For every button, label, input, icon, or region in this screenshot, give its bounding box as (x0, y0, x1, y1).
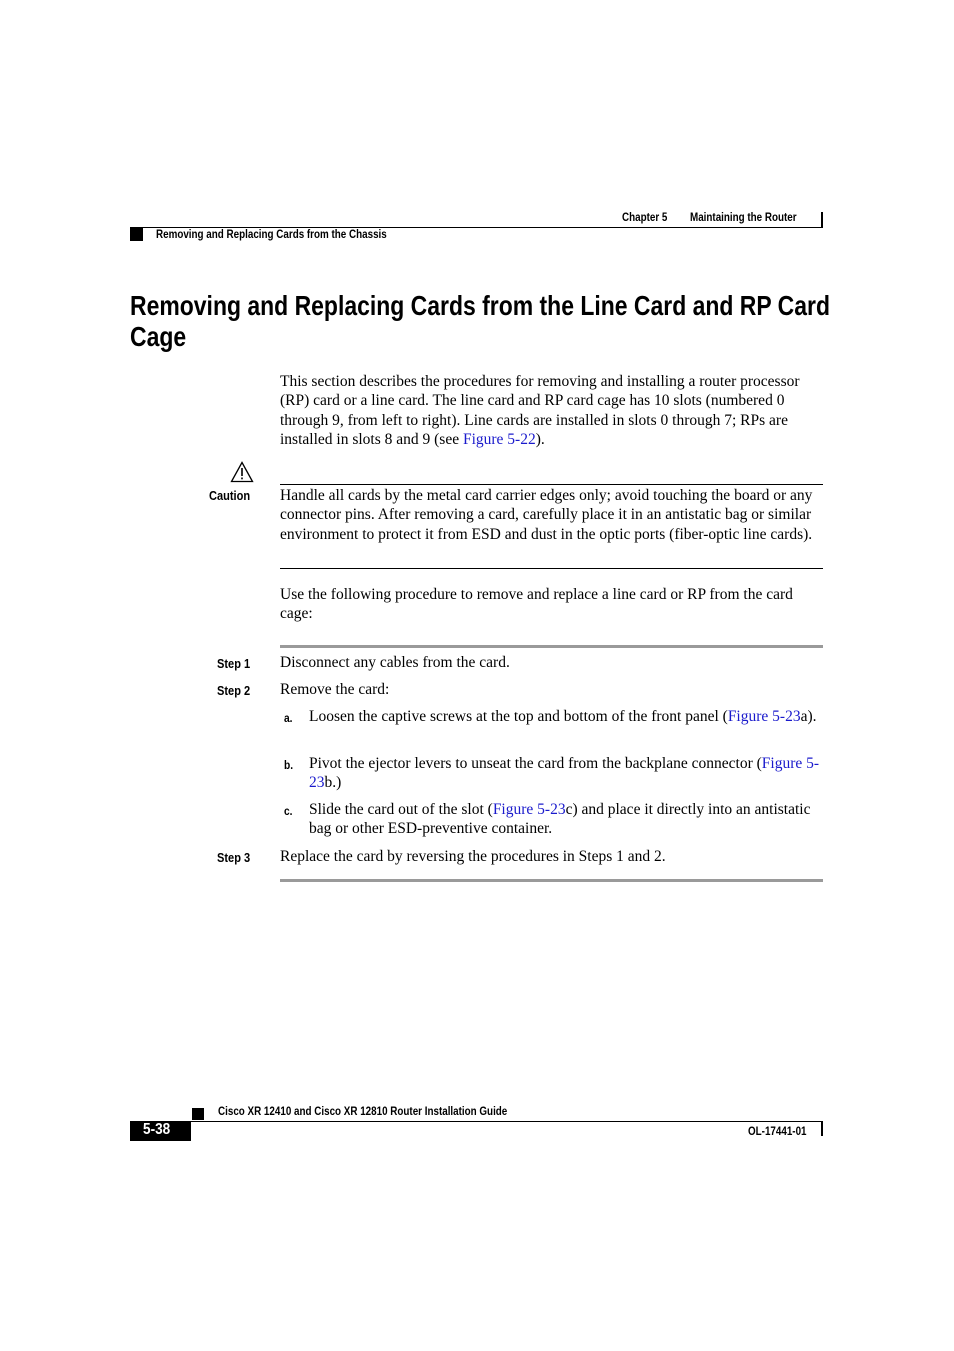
substep-b-text-start: Pivot the ejector levers to unseat the card from the backplane connector ( (309, 755, 762, 772)
substep-a-text-end: a). (800, 708, 817, 725)
footer-guide-title: Cisco XR 12410 and Cisco XR 12810 Router Installation Guide (218, 1104, 508, 1118)
intro-paragraph (280, 372, 825, 449)
substep-c-label: c. (284, 804, 293, 818)
step-3-text: Replace the card by reversing the procedures in Steps 1 and 2. (280, 848, 666, 865)
substep-a-text (309, 707, 825, 726)
step-2-text: Remove the card: (280, 681, 390, 698)
footer-vertical-rule (821, 1122, 823, 1136)
intro-text-end: ). (535, 430, 545, 448)
procedure-intro: Use the following procedure to remove and replace a line card or RP from the card cage: (280, 586, 793, 623)
substep-b-label: b. (284, 758, 294, 772)
substep-c-text-start: Slide the card out of the slot ( (309, 801, 493, 818)
header-section: Removing and Replacing Cards from the Chassis (156, 227, 387, 241)
procedure-top-rule (280, 645, 823, 648)
substep-c-text (309, 800, 825, 839)
figure-5-23-link-a[interactable]: Figure 5-23 (727, 708, 801, 725)
intro-text: This section describes the procedures for removing and installing a router processor (RP) card or a line card. The line card and RP card cage has 10 slots (numbered 0 through 9, from left to right). Line cards are installed in slots 0 through 7; RPs are installed in slots 8 and 9 (see (280, 373, 800, 448)
step-3-label: Step 3 (217, 850, 251, 865)
header-chapter: Chapter 5 (622, 210, 668, 224)
header-chapter-title: Maintaining the Router (690, 210, 797, 224)
caution-label: Caution (209, 488, 251, 503)
caution-bottom-rule (280, 568, 823, 569)
header-marker (130, 228, 143, 241)
caution-top-rule (280, 484, 823, 485)
document-number: OL-17441-01 (748, 1124, 807, 1138)
substep-a-text-start: Loosen the captive screws at the top and bottom of the front panel ( (309, 708, 728, 725)
step-1-label: Step 1 (217, 656, 251, 671)
step-1-text: Disconnect any cables from the card. (280, 654, 510, 671)
figure-5-22-link[interactable]: Figure 5-22 (462, 430, 536, 448)
header-vertical-rule (821, 212, 823, 228)
page-title: Removing and Replacing Cards from the Line Card and RP Card Cage (130, 290, 830, 352)
substep-b-text-end: b.) (324, 774, 342, 792)
step-2-label: Step 2 (217, 683, 251, 698)
footer-rule (130, 1121, 823, 1122)
figure-5-23-link-b[interactable]: Figure 5-23 (309, 755, 820, 792)
caution-text: Handle all cards by the metal card carrier edges only; avoid touching the board or any connector pins. After removing a card, carefully place it in an antistatic bag or similar environment to protect it from ESD and dust in the optic ports (fiber-optic line cards). (280, 487, 813, 543)
page-number: 5-38 (143, 1121, 171, 1138)
substep-a-label: a. (284, 711, 293, 725)
figure-5-23-link-c[interactable]: Figure 5-23 (492, 801, 566, 818)
procedure-bottom-rule (280, 879, 823, 882)
warning-triangle-icon (230, 461, 254, 483)
substep-c-text-end: c) and place it directly into an antistatic bag or other ESD-preventive container. (309, 801, 811, 838)
substep-b-text (309, 754, 825, 793)
footer-marker (192, 1108, 204, 1120)
